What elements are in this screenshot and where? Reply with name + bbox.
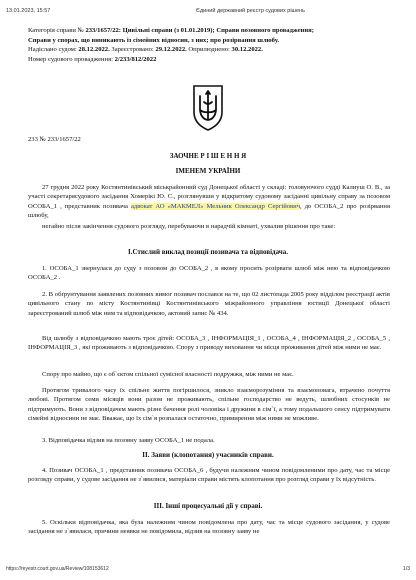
browser-print-header	[6, 8, 410, 18]
paragraph-1: 1. ОСОБА_1 звернулася до суду з позовом до ОСОБА_2 , в якому просить розірвати шлюб між нею та відповідачкою ОСОБА_2 .	[28, 265, 390, 282]
paragraph-3: Від шлюбу з відповідачкою мають троє дітей: ОСОБА_3 , ІНФОРМАЦІЯ_1 , ОСОБА_4 , ІНФОРМАЦІЯ_2 , ОСОБА_5 , ІНФОРМАЦІЯ_3 , які проживають з відповідачкою. Спору з приводу виховання чи місця проживання дітей між ними не має.	[28, 335, 390, 352]
decision-subtitle: ІМЕНЕМ УКРАЇНИ	[175, 167, 241, 175]
browser-print-footer	[6, 566, 410, 574]
proceeding-number: 2/233/812/2022	[114, 55, 157, 63]
paragraph-4: Спору про майно, що є об`єктом спільної сумісної власності подружжя, між ними не має.	[42, 371, 294, 378]
page-number: 1/3	[403, 566, 410, 572]
coat-of-arms-icon	[191, 82, 225, 132]
representative-highlight: адвокат АО «МАКМЕЛ» Мельник Олександр Сергійович	[130, 202, 301, 210]
published-date: 30.12.2022.	[231, 46, 263, 54]
case-number: 233 № 233/1657/22	[28, 136, 81, 143]
intro-paragraph: 27 грудня 2022 року Костянтинівський міськрайонний суд Донецької області у складі: головуючого судді Калиуш О. В., за участі секретарясудового засідання Хомерікі Ю. С., розглянувши у відкритому судовому засіданні цивільну справу за позовом ОСОБА_1 , представник позивача адвокат АО «МАКМЕЛ» Мельник Олександр Сергійович, до ОСОБА_2 про розірвання шлюбу,	[28, 184, 390, 219]
decision-title: ЗАОЧНЕ Р І Ш Е Н Н Я	[169, 152, 247, 160]
paragraph-2: 2. В обґрунтування заявлених позовних вимог позивач послався на те, що 02 листопада 2005 року відділом реєстрації актів цивільного стану по місту Костянтинівці Костянтинівського міжрайонного управління юстиції Донецької області зареєстрований шлюб між ним та відповідачкою, актовий запис № 434.	[28, 291, 390, 317]
category-line: Категорія справи № 233/1657/22: Цивільні справи (з 01.01.2019); Справи позовного провадження;	[28, 27, 314, 34]
dates-line: Надіслано судом: 28.12.2022. Зареєстровано: 29.12.2022. Оприлюднено: 30.12.2022.	[28, 46, 263, 54]
sent-date: 28.12.2022.	[78, 46, 110, 54]
paragraph-8: 5. Оскільки відповідачка, яка була належним чином повідомлена про дату, час та місце судового засідання, у судове засідання не з`явилася, причини неявки не повідомила, відзив на позовну заяву не	[28, 519, 390, 536]
registered-date: 29.12.2022.	[155, 46, 187, 54]
paragraph-7: 4. Позивач ОСОБА_1 , представник позивача ОСОБА_6 , будучи належним чином повідомленими про дату, час та місце розгляду справи, у судове засідання не з`явилися, матеріали справи містять клопотання про розгляд справи у їх відсутність.	[28, 467, 390, 484]
print-timestamp: 13.01.2023, 15:57	[6, 8, 51, 14]
paragraph-6: 3. Відповідачка відзив на позовну заяву ОСОБА_1 не подала.	[42, 437, 215, 444]
category-value: 233/1657/22: Цивільні справи (з 01.01.2019); Справи позовного провадження;	[85, 27, 314, 34]
paragraph-after: негайно після закінчення судового розгляду, перебуваючи в нарадчій кімнаті, ухвалив рішення про таке:	[42, 223, 336, 230]
section-heading-3: III. Інші процесуальні дії у справі.	[153, 502, 263, 510]
paragraph-5: Протягом тривалого часу їх спільне життя погіршилося, зникло взаєморозуміння та взаємоповага, втрачено почуття любові. Протягом семи місяців вони разом не проживають, спільне господарство не ведуть, шлюбних стосунків не підтримують. Вони з відповідачем мають різне бачення ролі чоловіка і дружини в сім`ї, а тому подальшого сенсу підтримувати сімейні відносини не має. Вважає, що їх сім`я розпалася остаточно, примирення між ними не можливе.	[28, 387, 390, 422]
registry-title: Єдиний державний реєстр судових рішень	[196, 8, 305, 14]
category-value-cont: Справи у спорах, що виникають із сімейних відносин, з них; про розірвання шлюбу.	[28, 36, 280, 44]
proceeding-line: Номер судового провадження: 2/233/812/2022	[28, 55, 157, 63]
section-heading-2: II. Заяви (клопотання) учасників справи.	[142, 451, 274, 459]
section-heading-1: I.Стислий виклад позиції позивача та відповідача.	[127, 248, 289, 256]
case-metadata	[28, 26, 398, 64]
page-url: https://reyestr.court.gov.ua/Review/108153612	[6, 566, 109, 572]
